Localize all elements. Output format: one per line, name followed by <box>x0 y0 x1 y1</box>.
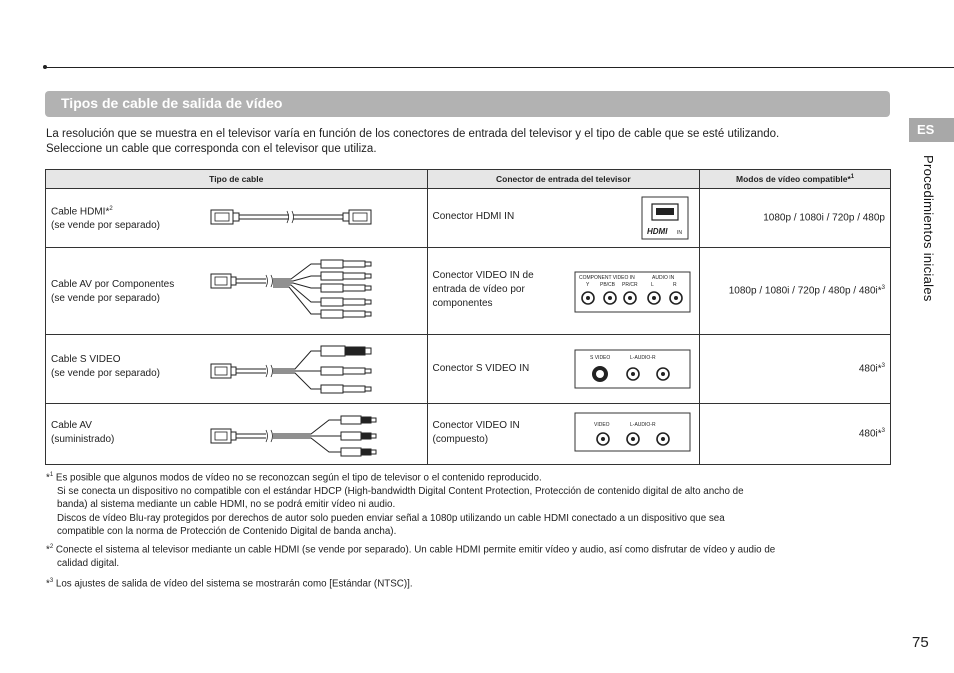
hdmi-logo: HDMI <box>646 227 667 236</box>
header-rule <box>44 67 954 68</box>
cable-note: (se vende por separado) <box>51 220 160 232</box>
language-tab <box>909 118 954 142</box>
modes-cell-av: 480i*$^3$ <box>700 404 891 465</box>
modes-cell-component: 1080p / 1080i / 720p / 480p / 480i*$^3$ <box>700 248 891 335</box>
video-label: VIDEO <box>593 422 610 428</box>
svideo-port-panel <box>575 350 690 388</box>
table-row <box>46 248 891 335</box>
footnote-2: *$^2$ Conecte el sistema al televisor mediante un cable HDMI (se vende por separado). Un cable HDMI permite emitir vídeo y audio, así como disfrutar de vídeo y audio de calidad digital. <box>46 544 776 569</box>
av-cable-illustration <box>211 414 421 458</box>
connector-cell-svideo <box>427 335 700 404</box>
cable-types-table <box>45 169 891 465</box>
col-header-connector: Conector de entrada del televisor <box>427 170 700 189</box>
table-row <box>46 189 891 248</box>
hdmi-in-label: IN <box>676 230 682 236</box>
connector-cell-hdmi <box>427 189 700 248</box>
connector-name-line-1: Conector VIDEO IN de <box>432 270 534 281</box>
modes-cell-svideo: 480i*$^3$ <box>700 335 891 404</box>
component-cable-illustration <box>211 258 421 328</box>
cable-cell-component <box>46 248 428 335</box>
modes-cell-hdmi: 1080p / 1080i / 720p / 480p <box>700 189 891 248</box>
intro-line-1: La resolución que se muestra en el televisor varía en función de los conectores de entrada del televisor y el tipo de cable que se esté utilizando. <box>46 128 780 140</box>
svg-text:PR/CR: PR/CR <box>621 282 638 288</box>
footnote-3: *$^3$ Los ajustes de salida de vídeo del sistema se mostrarán como [Estándar (NTSC)]. <box>46 578 413 590</box>
hdmi-cable-illustration <box>211 205 421 231</box>
cable-name: Cable HDMI* <box>51 206 110 218</box>
connector-name: Conector HDMI IN <box>432 211 515 222</box>
svideo-cable-illustration <box>211 345 421 397</box>
table-row <box>46 335 891 404</box>
svideo-label: S VIDEO <box>589 355 610 361</box>
cable-name: Cable S VIDEO <box>51 354 121 365</box>
svg-text:PB/CB: PB/CB <box>599 282 615 288</box>
chapter-title: Procedimientos iniciales <box>921 155 936 302</box>
connector-name-line-2: (compuesto) <box>432 434 489 445</box>
audio-lr-label: L-AUDIO-R <box>629 355 656 361</box>
intro-text <box>46 127 896 157</box>
chapter-side-label <box>922 155 938 325</box>
cable-cell-svideo <box>46 335 428 404</box>
video-port-panel <box>575 413 690 451</box>
audio-in-label: AUDIO IN <box>651 275 674 281</box>
footnote-1: *$^1$ Es posible que algunos modos de vídeo no se reconozcan según el tipo de televisor o el contenido reproducido. Si se conecta un dispositivo no compatible con el estándar HDCP (High-bandwidth Digital Content Protection, Protección de contenido digital de alto ancho de banda) al sistema mediante un cable HDMI, no se podrá emitir vídeo ni audio. Discos de vídeo Blu-ray protegidos por derechos de autor solo pueden enviar señal a 1080p utilizando un cable HDMI conectado a un dispositivo que sea compatible con la norma de Protección de Contenido Digital de banda ancha). <box>46 472 744 538</box>
intro-line-2: Seleccione un cable que corresponda con el televisor que utiliza. <box>46 143 377 155</box>
cable-cell-hdmi: Cable HDMI*$^2$ (se vende por separado) <box>46 189 428 248</box>
connector-name-line-1: Conector VIDEO IN <box>432 420 520 431</box>
col-header-modes: Modos de vídeo compatible*$^1$ <box>700 170 891 189</box>
cable-cell-av <box>46 404 428 465</box>
section-title: Tipos de cable de salida de vídeo <box>61 95 283 111</box>
connector-name-line-3: componentes <box>432 298 493 309</box>
component-port-panel <box>575 272 690 312</box>
cable-name: Cable AV <box>51 420 92 431</box>
page-number: 75 <box>912 634 929 651</box>
svg-text:R: R <box>672 282 677 288</box>
component-video-in-label: COMPONENT VIDEO IN <box>578 275 635 281</box>
language-tab-label: ES <box>917 122 935 137</box>
section-header <box>45 91 890 117</box>
cable-note: (se vende por separado) <box>51 368 160 379</box>
connector-name-line-2: entrada de vídeo por <box>432 284 525 295</box>
table-header-row <box>46 170 891 189</box>
svg-text:L: L <box>650 282 654 288</box>
table-row <box>46 404 891 465</box>
col-header-cable: Tipo de cable <box>46 170 428 189</box>
svg-text:Y: Y <box>585 282 589 288</box>
cable-name: Cable AV por Componentes <box>51 279 175 290</box>
cable-note: (suministrado) <box>51 434 115 445</box>
connector-cell-av <box>427 404 700 465</box>
cable-note: (se vende por separado) <box>51 293 160 304</box>
hdmi-port-panel <box>642 197 688 239</box>
audio-lr-label: L-AUDIO-R <box>629 422 656 428</box>
connector-cell-component <box>427 248 700 335</box>
connector-name: Conector S VIDEO IN <box>432 363 530 374</box>
